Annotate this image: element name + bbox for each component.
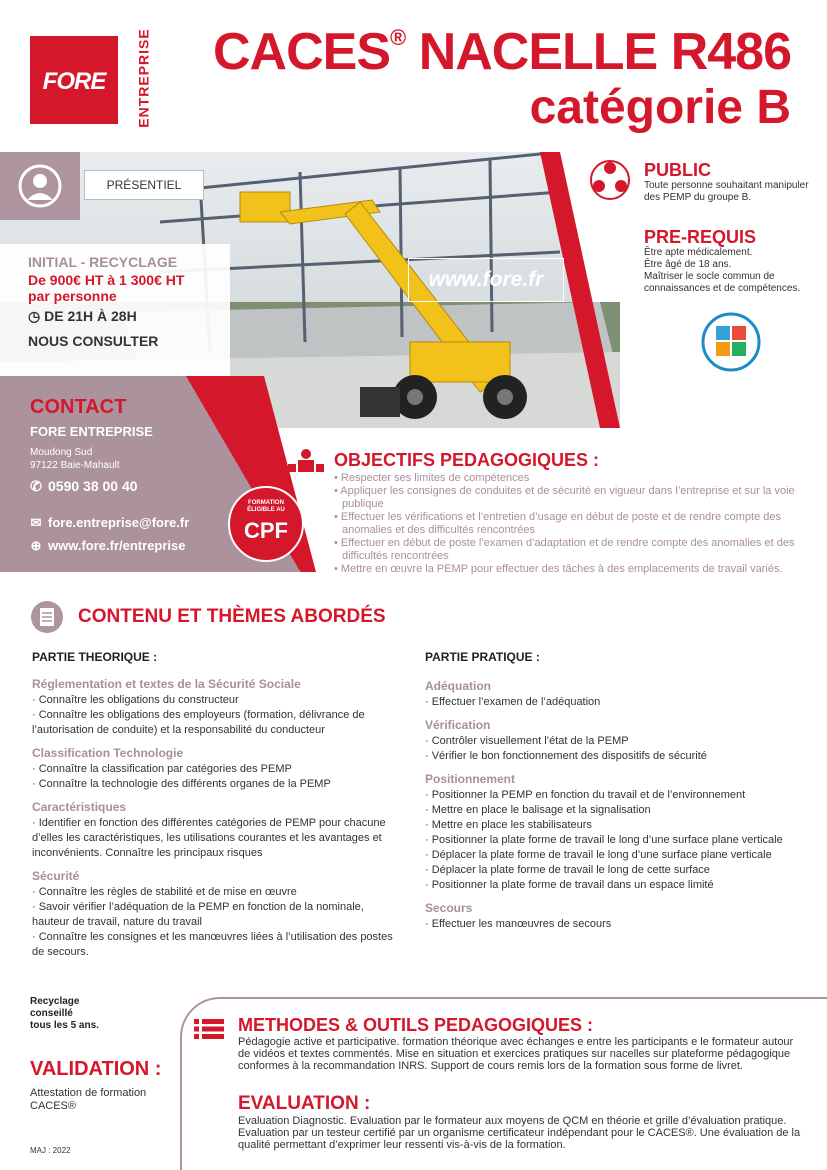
- list-item: • Respecter ses limites de compétences: [334, 472, 530, 484]
- list-icon: [194, 1019, 224, 1039]
- contact-phone[interactable]: ✆ 0590 38 00 40: [28, 478, 138, 495]
- list-item: • Appliquer les consignes de conduites et de sécurité en vigueur dans l’entreprise et sur la voie publique: [334, 485, 795, 510]
- section-title: Classification Technologie: [32, 746, 184, 760]
- list-item: · Déplacer la plate forme de travail le long de cette surface: [425, 864, 710, 876]
- evaluation-title: EVALUATION :: [238, 1093, 371, 1114]
- clock-icon: ◷: [28, 308, 45, 324]
- list-item: · Savoir vérifier l’adéquation de la PEMP en fonction de la nominale, hauteur de travail, nature du travail: [32, 901, 364, 928]
- contact-web[interactable]: ⊕ www.fore.fr/entreprise: [28, 538, 186, 554]
- methodes-text: Pédagogie active et participative. formation théorique avec échanges e entre les participants e le formateur autour de vidéos et textes commentés. Mise en situation et exercices pratiques sur nacelles sur plateforme pédagogique conformes à la recommandation INRS. Support de cours remis lors de la formation sous forme de livret.: [238, 1036, 794, 1072]
- website-link[interactable]: www.fore.fr: [408, 258, 564, 302]
- list-item: · Connaître les consignes et les manœuvres liées à l’utilisation des postes de secours.: [32, 931, 393, 958]
- list-item: · Positionner la plate forme de travail dans un espace limité: [425, 879, 714, 891]
- contact-email[interactable]: ✉ fore.entreprise@fore.fr: [28, 515, 189, 531]
- prerequis-text: Être apte médicalement. Être âgé de 18 ans. Maîtriser le socle commun de connaissances et de compétences.: [644, 247, 801, 294]
- list-item: · Contrôler visuellement l’état de la PEMP: [425, 735, 629, 747]
- section-title: Secours: [425, 901, 473, 915]
- person-icon: [18, 164, 62, 208]
- duration: ◷ DE 21H À 28H: [28, 308, 137, 324]
- mode-badge: PRÉSENTIEL: [84, 170, 204, 200]
- contenu-title: CONTENU ET THÈMES ABORDÉS: [78, 606, 386, 627]
- group-icon: [588, 158, 632, 202]
- list-item: · Mettre en place les stabilisateurs: [425, 819, 592, 831]
- section-title: Réglementation et textes de la Sécurité Sociale: [32, 677, 301, 691]
- price-panel: [0, 244, 230, 376]
- objectifs-list: [334, 472, 814, 576]
- list-item: · Positionner la PEMP en fonction du travail et de l’environnement: [425, 789, 746, 801]
- phone-icon: ✆: [30, 478, 42, 494]
- price: De 900€ HT à 1 300€ HT: [28, 272, 185, 288]
- contact-name: FORE ENTREPRISE: [30, 424, 153, 439]
- section-title: Adéquation: [425, 679, 491, 693]
- logo-side-label: ENTREPRISE: [135, 28, 152, 128]
- list-item: • Mettre en œuvre la PEMP pour effectuer des tâches à des emplacements de travail variés.: [334, 563, 783, 575]
- section-title: Vérification: [425, 718, 491, 732]
- recyclage-note: Recyclage conseillé tous les 5 ans.: [30, 996, 99, 1031]
- page-title: CACES® NACELLE R486: [212, 23, 791, 81]
- globe-icon: ⊕: [30, 538, 42, 553]
- pratique-column: [425, 679, 797, 932]
- validation-text: Attestation de formation CACES®: [30, 1087, 147, 1112]
- evaluation-text: Evaluation Diagnostic. Evaluation par le formateur aux moyens de QCM en théorie et grille d’évaluation pratique. Evaluation par un testeur certifié par un organisme certificateur indépendant pour le CACES®. Une évaluation de la qualité permettant d’exprimer leur ressenti vis-à-vis de la formation.: [238, 1115, 801, 1151]
- public-text: Toute personne souhaitant manipuler des PEMP du groupe B.: [644, 180, 809, 203]
- contact-address-line2: 97122 Baie-Mahault: [30, 460, 120, 471]
- presenter-icon: [286, 448, 326, 474]
- pratique-heading: PARTIE PRATIQUE :: [425, 650, 540, 664]
- contact-title: CONTACT: [30, 396, 127, 418]
- list-item: · Connaître les règles de stabilité et de mise en œuvre: [32, 886, 297, 898]
- section-title: Sécurité: [32, 869, 80, 883]
- accessibility-icon: [694, 312, 768, 376]
- list-item: · Déplacer la plate forme de travail le long d’une surface plane verticale: [425, 849, 772, 861]
- mail-icon: ✉: [30, 515, 42, 530]
- validation-title: VALIDATION :: [30, 1058, 162, 1080]
- list-item: · Connaître les obligations du constructeur: [32, 694, 239, 706]
- list-item: · Effectuer les manœuvres de secours: [425, 918, 612, 930]
- methodes-title: METHODES & OUTILS PEDAGOGIQUES :: [238, 1015, 594, 1035]
- update-date: MAJ : 2022: [30, 1146, 71, 1155]
- list-item: · Connaître la technologie des différents organes de la PEMP: [32, 778, 331, 790]
- price-unit: par personne: [28, 288, 117, 304]
- list-item: · Vérifier le bon fonctionnement des dispositifs de sécurité: [425, 750, 707, 762]
- section-title: Caractéristiques: [32, 800, 127, 814]
- list-item: · Connaître les obligations des employeurs (formation, délivrance de l’autorisation de conduite) et la responsabilité du conducteur: [32, 709, 365, 736]
- section-title: Positionnement: [425, 772, 516, 786]
- list-item: • Effectuer les vérifications et l’entretien d’usage en début de poste et de rendre compte des anomalies et des difficultés rencontrées: [334, 511, 781, 536]
- prerequis-title: PRE-REQUIS: [644, 227, 757, 247]
- training-type: INITIAL - RECYCLAGE: [28, 254, 178, 270]
- theorique-heading: PARTIE THEORIQUE :: [32, 650, 158, 664]
- page-subtitle: catégorie B: [529, 81, 791, 134]
- logo-text: FORE: [42, 68, 106, 95]
- theorique-column: [32, 677, 404, 960]
- list-item: · Positionner la plate forme de travail le long d’une surface plane verticale: [425, 834, 783, 846]
- cpf-badge: FORMATION ÉLIGIBLE AU CPF: [228, 486, 304, 562]
- list-item: • Effectuer en début de poste l’examen d’adaptation et de rendre compte des anomalies et des difficultés rencontrées: [334, 537, 795, 562]
- list-item: · Effectuer l’examen de l’adéquation: [425, 696, 601, 708]
- list-item: · Mettre en place le balisage et la signalisation: [425, 804, 651, 816]
- consult-label: NOUS CONSULTER: [28, 333, 159, 349]
- public-title: PUBLIC: [644, 160, 711, 180]
- objectifs-title: OBJECTIFS PEDAGOGIQUES :: [334, 450, 600, 470]
- document-icon: [30, 600, 64, 634]
- list-item: · Connaître la classification par catégories des PEMP: [32, 763, 292, 775]
- contact-address-line1: Moudong Sud: [30, 447, 93, 458]
- list-item: · Identifier en fonction des différentes catégories de PEMP pour chacune d’elles les caractéristiques, les utilisations courantes et les avantages et inconvénients. Connaître les principaux risques: [32, 817, 386, 859]
